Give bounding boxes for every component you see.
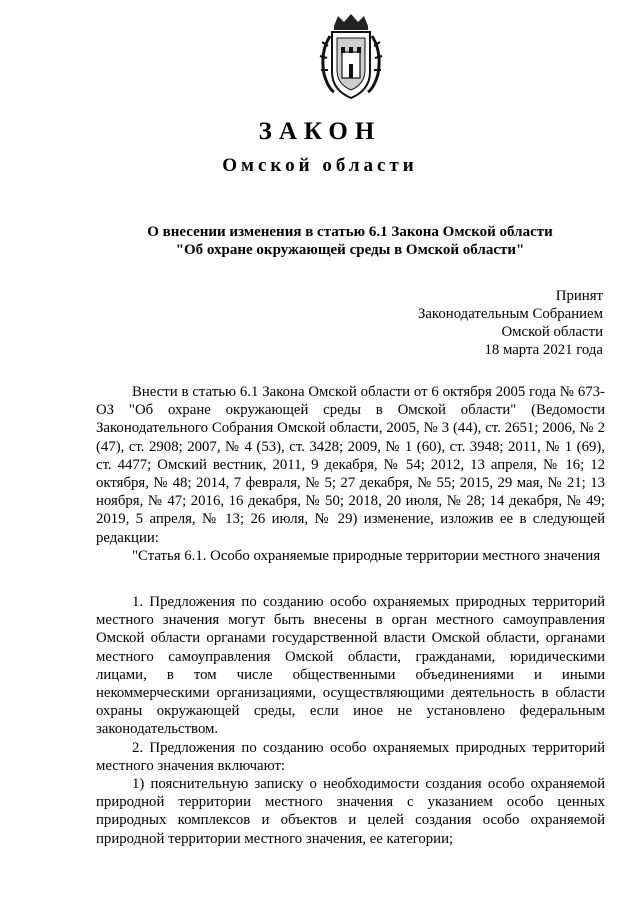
- document-type-title: ЗАКОН: [258, 118, 382, 145]
- adoption-line: Законодательным Собранием: [417, 306, 603, 322]
- adoption-line: Принят: [555, 288, 603, 304]
- adoption-block: [418, 287, 603, 359]
- paragraph-3: 1) пояснительную записку о необходимости создания особо охраняемой природной территории местного значения с указанием особо ценных природных комплексов и объектов и целей создания особо охраняемой природной территории местного значения, ее категории;: [96, 776, 605, 847]
- coat-of-arms-icon: [308, 12, 394, 106]
- region-subtitle: Омской области: [222, 155, 418, 176]
- law-subject-line: "Об охране окружающей среды в Омской области": [175, 242, 525, 258]
- intro-paragraph: Внести в статью 6.1 Закона Омской области от 6 октября 2005 года № 673-ОЗ "Об охране окружающей среды в Омской области" (Ведомости Законодательного Собрания Омской области, 2005, № 3 (44), ст. 2651; 2006, № 2 (47), ст. 2908; 2007, № 4 (53), ст. 3428; 2009, № 1 (60), ст. 3948; 2011, № 1 (69), ст. 4477; Омский вестник, 2011, 9 декабря, № 54; 2012, 13 апреля, № 16; 12 октября, № 48; 2014, 7 февраля, № 5; 27 декабря, № 55; 2015, 29 мая, № 21; 13 ноября, № 47; 2016, 16 декабря, № 50; 2018, 20 июля, № 28; 14 декабря, № 49; 2019, 5 апреля, № 13; 26 июля, № 29) изменение, изложив ее в следующей редакции:: [96, 384, 605, 546]
- adoption-line: Омской области: [501, 324, 603, 340]
- paragraph-1: 1. Предложения по созданию особо охраняемых природных территорий местного значения могут быть внесены в орган местного самоуправления Омской области органами государственной власти Омской области, органами местного самоуправления Омской области, гражданами, юридическими лицами, в том числе общественными объединениями и иными некоммерческими организациями, осуществляющими деятельность в области охраны окружающей среды, если иное не установлено федеральным законодательством.: [96, 594, 605, 738]
- adoption-date: 18 марта 2021 года: [484, 342, 603, 358]
- law-body: [96, 383, 605, 848]
- law-subject-line: О внесении изменения в статью 6.1 Закона Омской области: [147, 224, 553, 240]
- law-subject: [0, 223, 640, 259]
- paragraph-2: 2. Предложения по созданию особо охраняемых природных территорий местного значения включают:: [96, 739, 605, 774]
- article-heading: "Статья 6.1. Особо охраняемые природные территории местного значения: [132, 547, 601, 564]
